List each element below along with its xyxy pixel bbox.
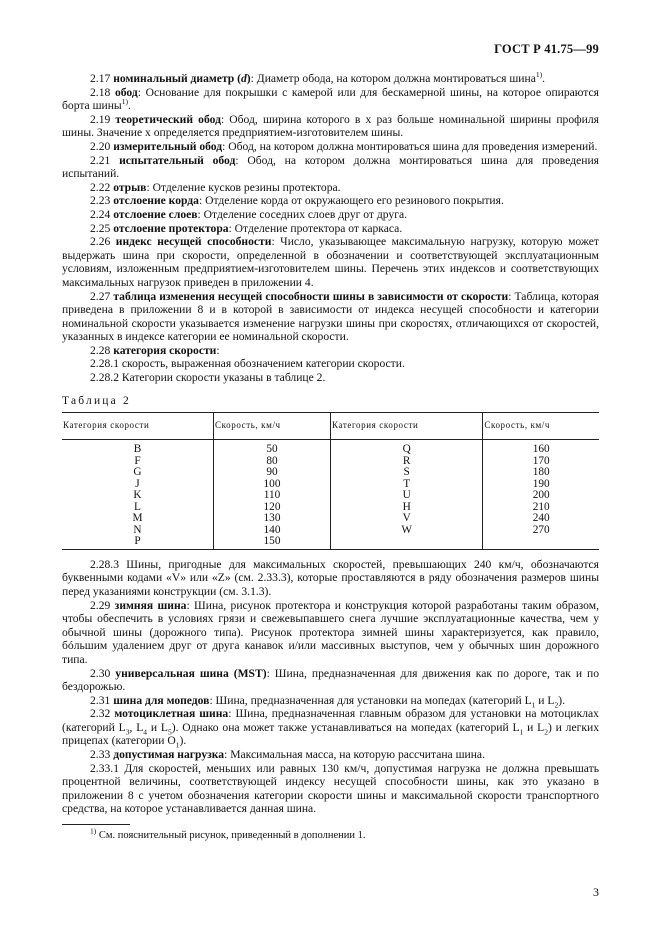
table-header-cell: Категория скорости — [330, 413, 482, 440]
definition-text: Категории скорости указаны в таблице 2. — [121, 371, 326, 385]
definition-text: : Шина, предназначенная для установки на мопедах (категорий L — [209, 693, 532, 707]
term: обод — [114, 85, 138, 99]
document-header: ГОСТ Р 41.75—99 — [494, 42, 599, 56]
definition-text: : Отделение соседних слоев друг от друга. — [197, 207, 408, 221]
table-cell: J — [135, 477, 140, 490]
table-cell: K — [133, 489, 142, 502]
paragraph — [62, 235, 599, 289]
definition-text: : Шина, предназначенная главным образом для установки на мотоциклах (категорий L — [62, 707, 599, 734]
paragraph — [62, 140, 599, 154]
paragraph — [62, 86, 599, 113]
text-fragment: . — [542, 72, 546, 85]
clause-number: 2.26 — [90, 235, 111, 249]
paragraphs-bottom — [62, 558, 599, 816]
table-cell: 100 — [263, 477, 281, 490]
text-fragment: ). — [558, 693, 566, 707]
definition-text: Шины, пригодные для максимальных скоростей, превышающих 240 км/ч, обозначаются буквенными кодами «V» или «Z» (см. 2.33.3), которые проставляются в ряду обозначения размеров шины перед указаниями конструкции (см. 3.1.3). — [62, 557, 600, 598]
clause-number: 2.28 — [90, 343, 111, 357]
term: таблица изменения несущей способности шины в зависимости от скорости — [113, 289, 509, 303]
term: отрыв — [113, 180, 147, 194]
paragraph — [62, 694, 599, 708]
term: индекс несущей способности — [115, 235, 272, 249]
footnote — [62, 826, 599, 843]
clause-number: 2.32 — [90, 707, 111, 721]
clause-number: 2.22 — [90, 180, 111, 194]
text-fragment: ). — [179, 734, 187, 748]
definition-text: : Таблица, которая приведена в приложении 8 и в которой в зависимости от индекса несущей способности и категории номинальной скорости указывается изменение нагрузки шины при скоростях, отличающихся от скоростей, указанных в индексе категории ее номинальной скорости. — [62, 289, 600, 344]
table-cell: 110 — [263, 489, 281, 502]
term: теоретический обод — [115, 112, 221, 126]
clause-number: 2.33.1 — [90, 761, 119, 775]
clause-number: 2.31 — [90, 693, 111, 707]
paragraph — [62, 290, 599, 344]
term: отслоение протектора — [113, 221, 229, 235]
term: зимняя шина — [114, 598, 187, 612]
paragraph — [62, 558, 599, 599]
definition-text: : — [216, 343, 220, 357]
table-cell: B — [133, 443, 142, 456]
table-label: Таблица 2 — [62, 394, 131, 407]
clause-number: 2.20 — [90, 139, 111, 153]
footnote-ref: 1) — [121, 97, 128, 107]
clause-number: 2.27 — [90, 289, 111, 303]
subscript: 4 — [143, 727, 148, 737]
subscript: 1 — [519, 727, 524, 737]
table-cell: 180 — [532, 466, 550, 479]
paragraph — [62, 748, 599, 762]
table-cell: R — [402, 454, 411, 467]
definition-text: : Максимальная масса, на которую рассчитана шина. — [224, 748, 485, 762]
term-end: ) — [246, 72, 251, 85]
left-speed-column — [214, 440, 331, 550]
term: допустимая нагрузка — [113, 748, 225, 762]
paragraph — [62, 113, 599, 140]
term: категория скорости — [113, 343, 217, 357]
paragraphs-top — [62, 72, 599, 385]
text-fragment: и L — [147, 720, 168, 734]
table-cell: U — [402, 489, 411, 502]
text-fragment: ) и легких прицепах (категории O — [62, 720, 599, 748]
definition-text: скорость, выраженная обозначением категории скорости. — [121, 357, 405, 371]
table-cell: 210 — [532, 500, 550, 513]
term: мотоциклетная шина — [114, 707, 229, 721]
table-cell: 140 — [263, 523, 281, 536]
paragraph — [62, 344, 599, 358]
paragraph — [62, 357, 599, 371]
definition-text: : Диаметр обода, на котором должна монтироваться шина — [250, 72, 536, 85]
definition-text: : Шина, рисунок протектора и конструкция которой разработаны таким образом, чтобы обеспечить в условиях грязи и свежевыпавшего снега лучшие эксплуатационные качества, чем у обычной шины (дорожного типа). Рисунок протектора зимней шины характеризуется, как правило, бóльшим удалением друг от друга канавок и/или массивных выступов, чем у обычных шин дорожного типа. — [62, 598, 599, 666]
definition-text: : Обод, ширина которого в x раз больше номинальной ширины профиля шины. Значение x определяется предприятием-изготовителем шины. — [62, 112, 599, 140]
clause-number: 2.21 — [90, 153, 111, 167]
table-header-cell: Скорость, км/ч — [214, 413, 331, 440]
definition-text: : Обод, на котором должна монтироваться шина для проведения испытаний. — [62, 153, 599, 181]
subscript: 1 — [175, 740, 180, 750]
definition-text: : Отделение кусков резины протектора. — [146, 180, 341, 194]
right-speed-column — [483, 440, 599, 550]
paragraph — [62, 762, 599, 816]
paragraph — [62, 194, 599, 208]
definition-text: Для скоростей, меньших или равных 130 км/ч, допустимая нагрузка не должна превышать процентной величины, соответствующей индексу несущей способности шины, как это указано в приложении 8 с учетом обозначения категории скорости шины и максимальной скорости транспортного средства, на которое устанавливается данная шина. — [62, 761, 599, 816]
footnote-divider — [62, 824, 130, 825]
clause-number: 2.28.1 — [90, 357, 119, 371]
table-cell: 200 — [532, 489, 550, 502]
clause-number: 2.19 — [90, 112, 111, 126]
term: универсальная шина (MST) — [115, 666, 267, 680]
footnote-text: См. пояснительный рисунок, приведенный в дополнении 1. — [96, 830, 366, 842]
table-cell: 90 — [266, 466, 278, 479]
term: измерительный обод — [113, 139, 223, 153]
document-body — [62, 72, 599, 843]
term: отслоение корда — [113, 194, 199, 208]
table-cell: H — [402, 500, 411, 513]
table-cell: M — [132, 512, 143, 525]
paragraph — [62, 181, 599, 195]
definition-text: : Шина, предназначенная для движения как по дороге, так и по бездорожью. — [62, 666, 599, 694]
table-cell: 50 — [266, 443, 278, 456]
definition-text: : Отделение протектора от каркаса. — [228, 221, 403, 235]
table-cell: 270 — [532, 523, 550, 536]
clause-number: 2.29 — [90, 598, 111, 612]
paragraph — [62, 222, 599, 236]
clause-number: 2.24 — [90, 207, 111, 221]
clause-number: 2.23 — [90, 194, 111, 208]
clause-number: 2.28.3 — [90, 557, 119, 571]
paragraph — [62, 599, 599, 667]
table-cell: T — [403, 477, 411, 490]
paragraph — [62, 154, 599, 181]
table-cell: 190 — [532, 477, 550, 490]
paragraph — [62, 707, 599, 748]
table-cell: 130 — [263, 512, 281, 525]
paragraph — [62, 667, 599, 694]
term: испытательный обод — [119, 153, 236, 167]
term: отслоение слоев — [113, 207, 198, 221]
text-fragment: . — [127, 99, 131, 113]
table-cell: Q — [402, 443, 411, 456]
table-cell: F — [134, 454, 141, 467]
footnote-ref: 1) — [535, 70, 543, 80]
table-cell: P — [134, 535, 141, 548]
table-cell: 240 — [532, 512, 550, 525]
clause-number: 2.33 — [90, 748, 111, 762]
subscript: 2 — [544, 727, 548, 737]
footnote-mark: 1) — [90, 826, 97, 836]
text-fragment: , L — [129, 720, 144, 734]
term: номинальный диаметр ( — [113, 72, 241, 85]
page-number: 3 — [593, 885, 599, 899]
term: шина для мопедов — [113, 693, 210, 707]
term-italic: d — [241, 72, 247, 85]
definition-text: : Основание для покрышки с камерой или для бескамерной шины, на которое опираются борта шины — [62, 85, 599, 113]
table-header-row — [62, 413, 599, 440]
table-cell: G — [133, 466, 142, 479]
table-cell: L — [134, 500, 141, 513]
speed-category-table — [62, 412, 599, 550]
subscript: 5 — [167, 727, 172, 737]
text-fragment: ). Однако она может также устанавливаться на мопедах (категорий L — [171, 720, 520, 734]
subscript: 1 — [531, 700, 536, 709]
table-cell: S — [403, 466, 410, 479]
clause-number: 2.18 — [90, 85, 111, 99]
table-header-cell: Категория скорости — [62, 413, 214, 440]
table-cell: 160 — [532, 443, 550, 456]
paragraph — [62, 208, 599, 222]
clause-number: 2.28.2 — [90, 371, 119, 385]
paragraph — [62, 72, 599, 86]
subscript: 3 — [125, 727, 130, 737]
subscript: 2 — [554, 700, 559, 709]
paragraph — [62, 371, 599, 385]
clause-number: 2.30 — [90, 666, 111, 680]
table-cell: 120 — [263, 500, 281, 513]
left-category-column — [62, 440, 214, 550]
table-cell: 80 — [266, 454, 278, 467]
clause-number: 2.25 — [90, 221, 111, 235]
table-row — [62, 440, 599, 550]
text-fragment: и L — [535, 693, 555, 707]
table-cell: 170 — [532, 454, 550, 467]
definition-text: : Число, указывающее максимальную нагрузку, которую может выдержать шина при скорости, определенной в обозначении и соответствующей эксплуатационным условиям, изложенным предприятием-изготовителем шины. Перечень этих индексов и соответствующих максимальных нагрузок приведен в приложении 4. — [62, 235, 599, 289]
text-fragment: и L — [523, 720, 545, 734]
clause-number: 2.17 — [90, 72, 111, 85]
table-cell: 150 — [263, 535, 281, 548]
table-cell: N — [133, 523, 142, 536]
table-header-cell: Скорость, км/ч — [483, 413, 599, 440]
definition-text: : Обод, на котором должна монтироваться шина для проведения измерений. — [222, 139, 598, 153]
table-cell: W — [401, 523, 412, 536]
table-cell: V — [402, 512, 411, 525]
definition-text: : Отделение корда от окружающего его резинового покрытия. — [198, 194, 504, 208]
right-category-column — [330, 440, 482, 550]
